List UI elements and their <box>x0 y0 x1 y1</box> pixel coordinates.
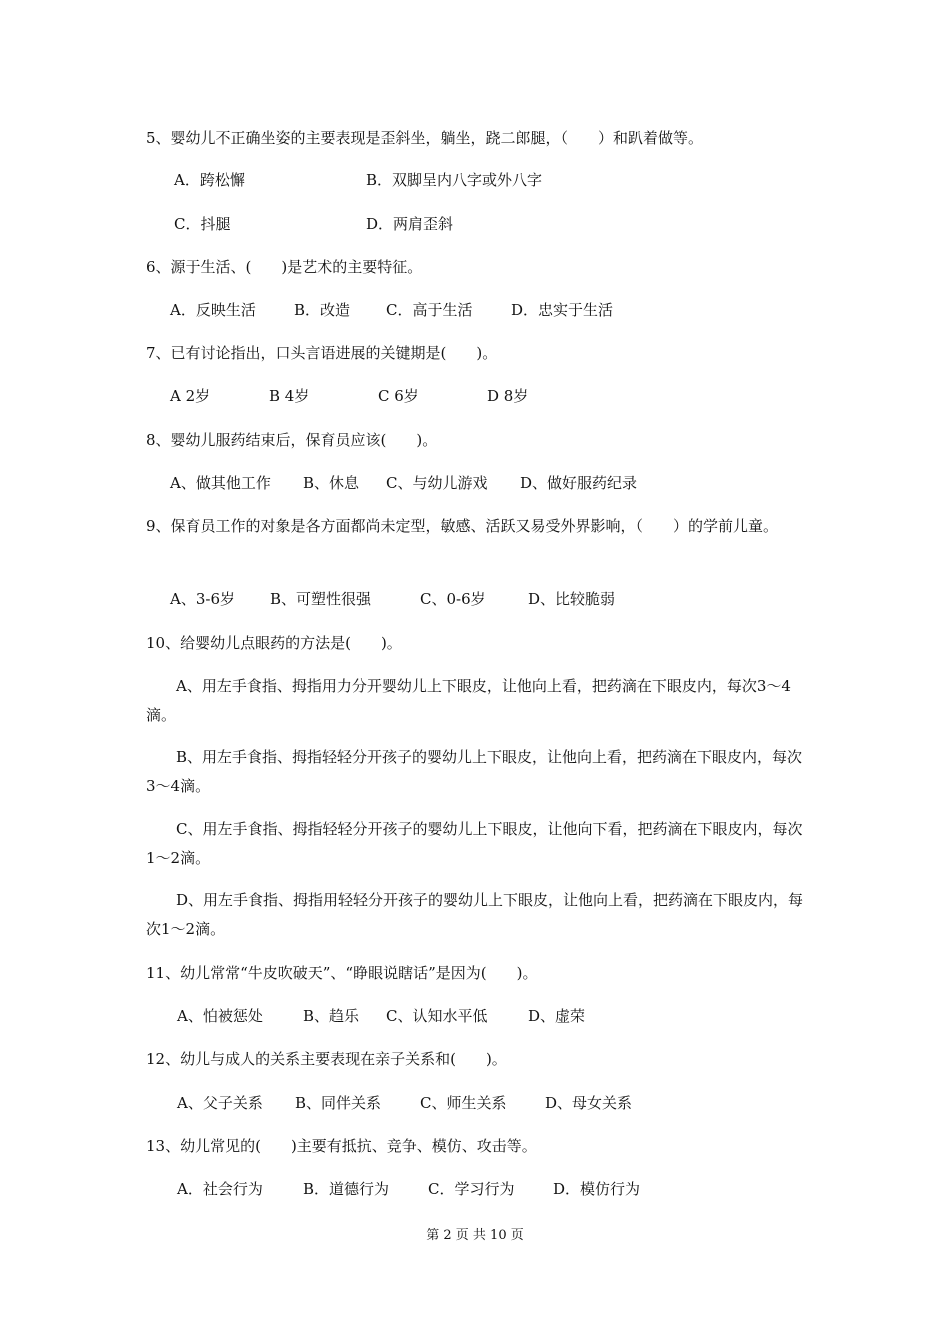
question-9-option-d: D、比较脆弱 <box>528 590 616 608</box>
question-12-option-b: B、同伴关系 <box>295 1094 382 1112</box>
question-6-option-d: D．忠实于生活 <box>511 301 614 319</box>
question-5-stem: 5、婴幼儿不正确坐姿的主要表现是歪斜坐，躺坐，跷二郎腿，（ ）和趴着做等。 <box>146 129 704 147</box>
question-9-option-c: C、0-6岁 <box>420 590 486 608</box>
question-8-stem: 8、婴幼儿服药结束后，保育员应该( )。 <box>146 431 438 449</box>
question-7-option-a: A 2岁 <box>170 387 211 405</box>
question-8-option-a: A、做其他工作 <box>170 474 271 492</box>
question-5-option-b: B．双脚呈内八字或外八字 <box>366 171 543 189</box>
question-11-stem: 11、幼儿常常“牛皮吹破天”、“睁眼说瞎话”是因为( )。 <box>146 964 538 982</box>
question-9-option-b: B、可塑性很强 <box>270 590 372 608</box>
question-9-stem: 9、保育员工作的对象是各方面都尚未定型，敏感、活跃又易受外界影响，（ ）的学前儿童。 <box>146 517 779 535</box>
question-8-option-c: C、与幼儿游戏 <box>386 474 488 492</box>
question-8-option-d: D、做好服药纪录 <box>520 474 638 492</box>
question-7-option-b: B 4岁 <box>269 387 310 405</box>
question-13-option-a: A．社会行为 <box>177 1180 263 1198</box>
question-6-option-a: A．反映生活 <box>170 301 256 319</box>
question-7-stem: 7、已有讨论指出，口头言语进展的关键期是( )。 <box>146 344 498 362</box>
question-12-option-c: C、师生关系 <box>420 1094 507 1112</box>
question-12-option-a: A、父子关系 <box>177 1094 263 1112</box>
question-10-option-d: D、用左手食指、拇指用轻轻分开孩子的婴幼儿上下眼皮，让他向上看，把药滴在下眼皮内，每次1～2滴。 <box>146 891 804 938</box>
question-6-option-b: B．改造 <box>294 301 351 319</box>
question-9-option-a: A、3-6岁 <box>170 590 235 608</box>
question-12-option-d: D、母女关系 <box>545 1094 633 1112</box>
question-12-stem: 12、幼儿与成人的关系主要表现在亲子关系和( )。 <box>146 1050 507 1068</box>
question-13-option-b: B．道德行为 <box>303 1180 390 1198</box>
question-11-option-d: D、虚荣 <box>528 1007 586 1025</box>
question-13-option-d: D．模仿行为 <box>553 1180 641 1198</box>
question-6-stem: 6、源于生活、( )是艺术的主要特征。 <box>146 258 423 276</box>
question-10-stem: 10、给婴幼儿点眼药的方法是( )。 <box>146 634 402 652</box>
question-13-stem: 13、幼儿常见的( )主要有抵抗、竞争、模仿、攻击等。 <box>146 1137 537 1155</box>
question-7-option-c: C 6岁 <box>378 387 419 405</box>
question-10-option-c: C、用左手食指、拇指轻轻分开孩子的婴幼儿上下眼皮，让他向下看，把药滴在下眼皮内，每次1～2滴。 <box>146 820 803 867</box>
question-5-option-d: D．两肩歪斜 <box>366 215 454 233</box>
question-11-option-b: B、趋乐 <box>303 1007 360 1025</box>
page-number-footer: 第 2 页 共 10 页 <box>426 1228 524 1243</box>
question-11-option-c: C、认知水平低 <box>386 1007 488 1025</box>
question-5-option-c: C．抖腿 <box>174 215 231 233</box>
question-13-option-c: C．学习行为 <box>428 1180 515 1198</box>
question-6-option-c: C．高于生活 <box>386 301 473 319</box>
question-7-option-d: D 8岁 <box>487 387 529 405</box>
question-8-option-b: B、休息 <box>303 474 360 492</box>
question-5-option-a: A．跨松懈 <box>174 171 245 189</box>
question-10-option-b: B、用左手食指、拇指轻轻分开孩子的婴幼儿上下眼皮，让他向上看，把药滴在下眼皮内，每次3～4滴。 <box>146 748 803 795</box>
question-10-option-a: A、用左手食指、拇指用力分开婴幼儿上下眼皮，让他向上看，把药滴在下眼皮内，每次3～4滴。 <box>146 677 791 724</box>
question-11-option-a: A、怕被惩处 <box>177 1007 263 1025</box>
